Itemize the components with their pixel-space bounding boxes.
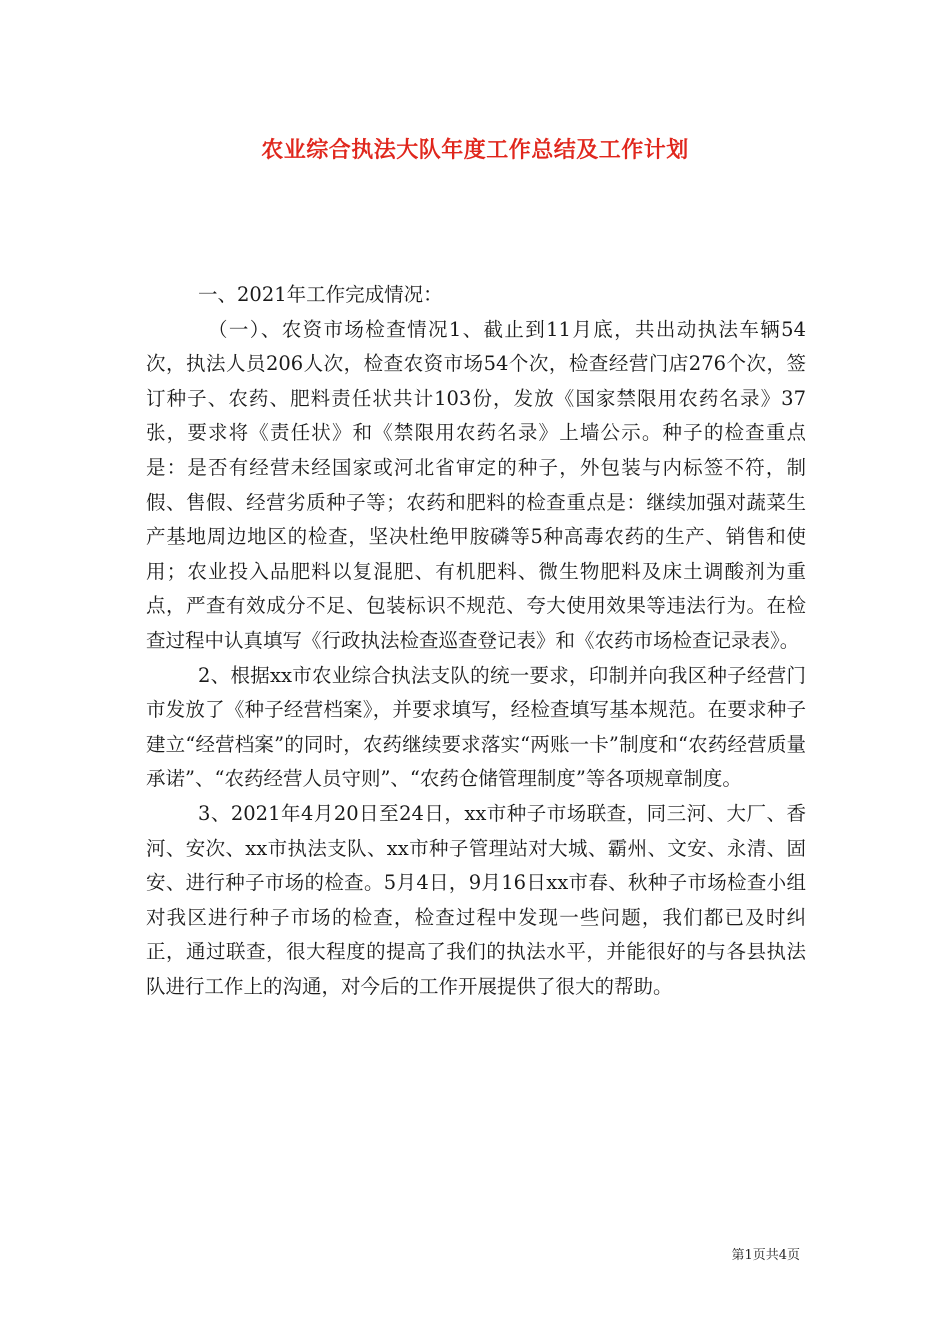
paragraph-seed-archives: 2、根据xx市农业综合执法支队的统一要求，印制并向我区种子经营门市发放了《种子经营档案》，并要求填写，经检查填写基本规范。在要求种子建立“经营档案”的同时，农药继续要求落实“两账一卡”制度和“农药经营质量承诺”、“农药经营人员守则”、“农药仓储管理制度”等各项规章制度。: [146, 663, 806, 791]
page-number: 第1页共4页: [731, 1248, 800, 1263]
paragraph-market-inspection: （一）、农资市场检查情况1、截止到11月底，共出动执法车辆54次，执法人员206人次，检查农资市场54个次，检查经营门店276个次，签订种子、农药、肥料责任状共计103份，发放《国家禁限用农药名录》37张，要求将《责任状》和《禁限用农药名录》上墙公示。种子的检查重点是：是否有经营未经国家或河北省审定的种子，外包装与内标签不符，制假、售假、经营劣质种子等；农药和肥料的检查重点是：继续加强对蔬菜生产基地周边地区的检查，坚决杜绝甲胺磷等5种高毒农药的生产、销售和使用；农业投入品肥料以复混肥、有机肥料、微生物肥料及床土调酸剂为重点，严查有效成分不足、包装标识不规范、夸大使用效果等违法行为。在检查过程中认真填写《行政执法检查巡查登记表》和《农药市场检查记录表》。: [146, 317, 806, 652]
paragraph-joint-inspection: 3、2021年4月20日至24日，xx市种子市场联查，同三河、大厂、香河、安次、xx市执法支队、xx市种子管理站对大城、霸州、文安、永清、固安、进行种子市场的检查。5月4日，9月16日xx市春、秋种子市场检查小组对我区进行种子市场的检查，检查过程中发现一些问题，我们都已及时纠正，通过联查，很大程度的提高了我们的执法水平，并能很好的与各县执法队进行工作上的沟通，对今后的工作开展提供了很大的帮助。: [146, 801, 806, 998]
document-body: [146, 278, 806, 1004]
document-title: 农业综合执法大队年度工作总结及工作计划: [261, 137, 689, 163]
section-heading: 一、2021年工作完成情况：: [198, 283, 443, 306]
